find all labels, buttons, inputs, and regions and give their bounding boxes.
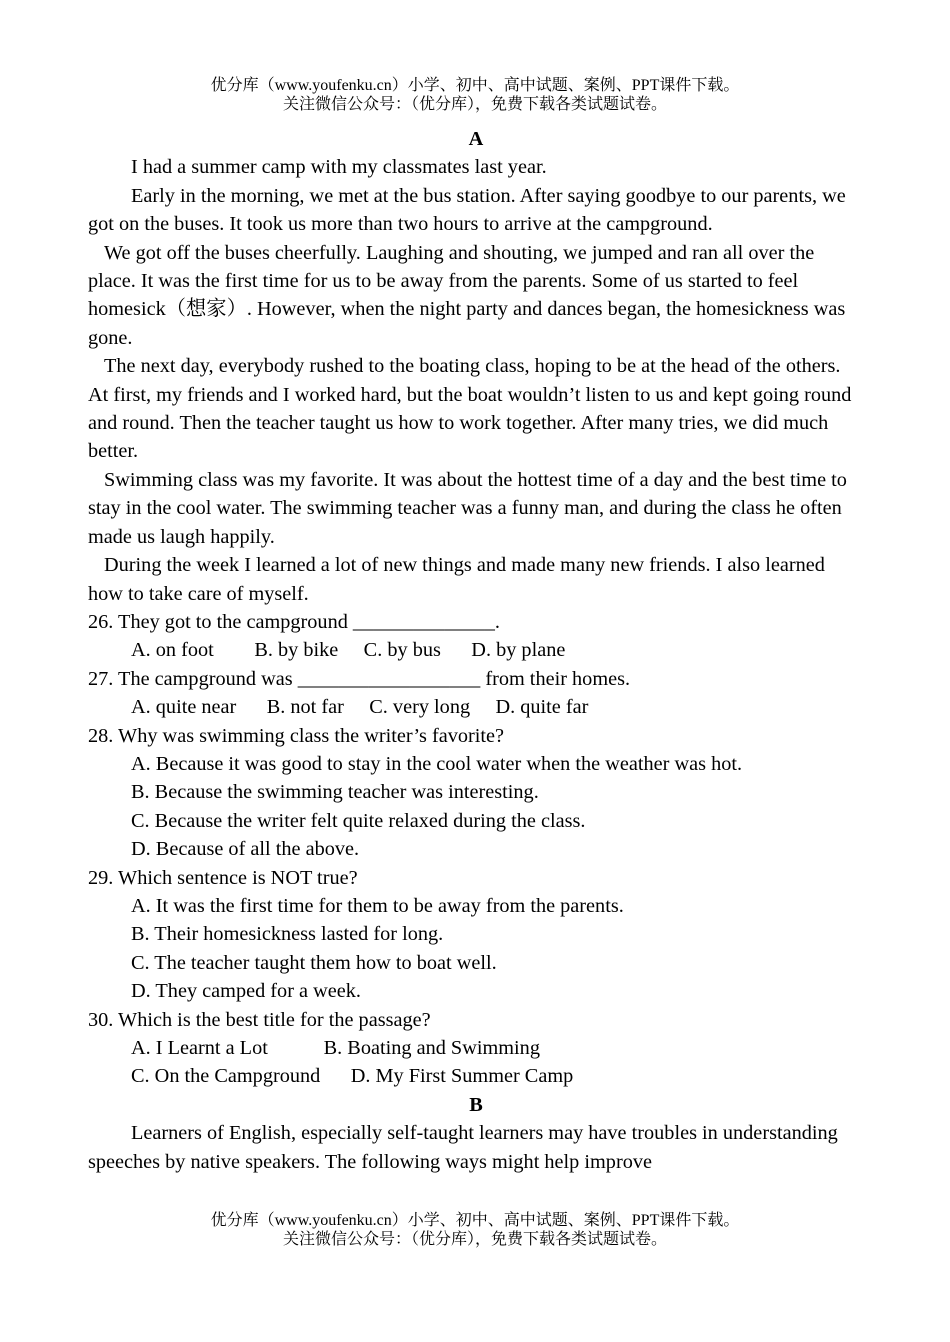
question-30-options-row-2	[88, 1062, 864, 1090]
question-28-option-c: C. Because the writer felt quite relaxed during the class.	[131, 809, 586, 832]
question-29-option-a: A. It was the first time for them to be away from the parents.	[131, 894, 624, 917]
question-28-option-d: D. Because of all the above.	[131, 838, 360, 861]
question-26-option-b: B. by bike	[254, 639, 339, 662]
passage-a-paragraph-5: Swimming class was my favorite. It was about the hottest time of a day and the best time to stay in the cool water. The swimming teacher was a funny man, and during the class he often made us laugh happily.	[88, 468, 847, 548]
question-29-stem: 29. Which sentence is NOT true?	[88, 866, 358, 889]
question-28-option-a: A. Because it was good to stay in the cool water when the weather was hot.	[131, 752, 743, 775]
question-30-option-b: B. Boating and Swimming	[323, 1037, 540, 1059]
section-a-title: A	[468, 128, 484, 150]
passage-a-paragraph-6: During the week I learned a lot of new things and made many new friends. I also learned how to take care of myself.	[88, 554, 825, 605]
question-30-options-row-1	[88, 1034, 864, 1062]
passage-a-paragraph-3: We got off the buses cheerfully. Laughing and shouting, we jumped and ran all over the place. It was the first time for us to be away from the parents. Some of us started to feel homesick（想家）. However, when the night party and dances began, the homesickness was gone.	[88, 241, 846, 349]
question-27-option-b: B. not far	[266, 696, 344, 719]
passage-a-paragraph-2: Early in the morning, we met at the bus station. After saying goodbye to our parents, we got on the buses. It took us more than two hours to arrive at the campground.	[88, 184, 846, 236]
page-footer	[0, 1211, 950, 1249]
question-27-option-c: C. very long	[369, 696, 471, 719]
question-26-option-c: C. by bus	[363, 639, 441, 662]
question-29-option-b: B. Their homesickness lasted for long.	[131, 923, 444, 946]
question-30-option-c: C. On the Campground	[131, 1065, 321, 1088]
question-28-stem: 28. Why was swimming class the writer’s favorite?	[88, 724, 505, 747]
question-26-stem: 26. They got to the campground ______________.	[88, 610, 500, 633]
question-27-options	[88, 693, 864, 721]
question-30-option-d: D. My First Summer Camp	[350, 1065, 574, 1088]
header-line-1: 优分库（www.youfenku.cn）小学、初中、高中试题、案例、PPT课件下载。	[210, 77, 740, 94]
question-27-option-a: A. quite near	[131, 696, 237, 719]
question-26-option-a: A. on foot	[131, 639, 214, 662]
question-29-option-d: D. They camped for a week.	[131, 980, 361, 1003]
question-26-option-d: D. by plane	[471, 639, 566, 662]
question-27-option-d: D. quite far	[495, 696, 589, 719]
footer-line-1: 优分库（www.youfenku.cn）小学、初中、高中试题、案例、PPT课件下载。	[210, 1212, 740, 1229]
exam-content	[88, 125, 864, 1176]
question-27-stem: 27. The campground was __________________ from their homes.	[88, 667, 631, 690]
question-29-option-c: C. The teacher taught them how to boat well.	[131, 951, 497, 974]
question-30-stem: 30. Which is the best title for the passage?	[88, 1008, 431, 1031]
page-header	[0, 76, 950, 114]
question-30-option-a: A. I Learnt a Lot	[131, 1037, 268, 1059]
section-b-title: B	[469, 1093, 483, 1116]
passage-b-paragraph-1: Learners of English, especially self-taught learners may have troubles in understanding speeches by native speakers. The following ways might help improve	[88, 1122, 838, 1173]
passage-a-paragraph-4: The next day, everybody rushed to the boating class, hoping to be at the head of the others. At first, my friends and I worked hard, but the boat wouldn’t listen to us and kept going round and round. Then the teacher taught us how to work together. After many tries, we did much better.	[88, 355, 852, 463]
question-28-option-b: B. Because the swimming teacher was interesting.	[131, 781, 539, 804]
header-line-2: 关注微信公众号：（优分库），免费下载各类试题试卷。	[282, 96, 667, 113]
passage-a-paragraph-1: I had a summer camp with my classmates last year.	[131, 156, 547, 179]
footer-line-2: 关注微信公众号：（优分库），免费下载各类试题试卷。	[282, 1231, 667, 1248]
question-26-options	[88, 636, 864, 664]
